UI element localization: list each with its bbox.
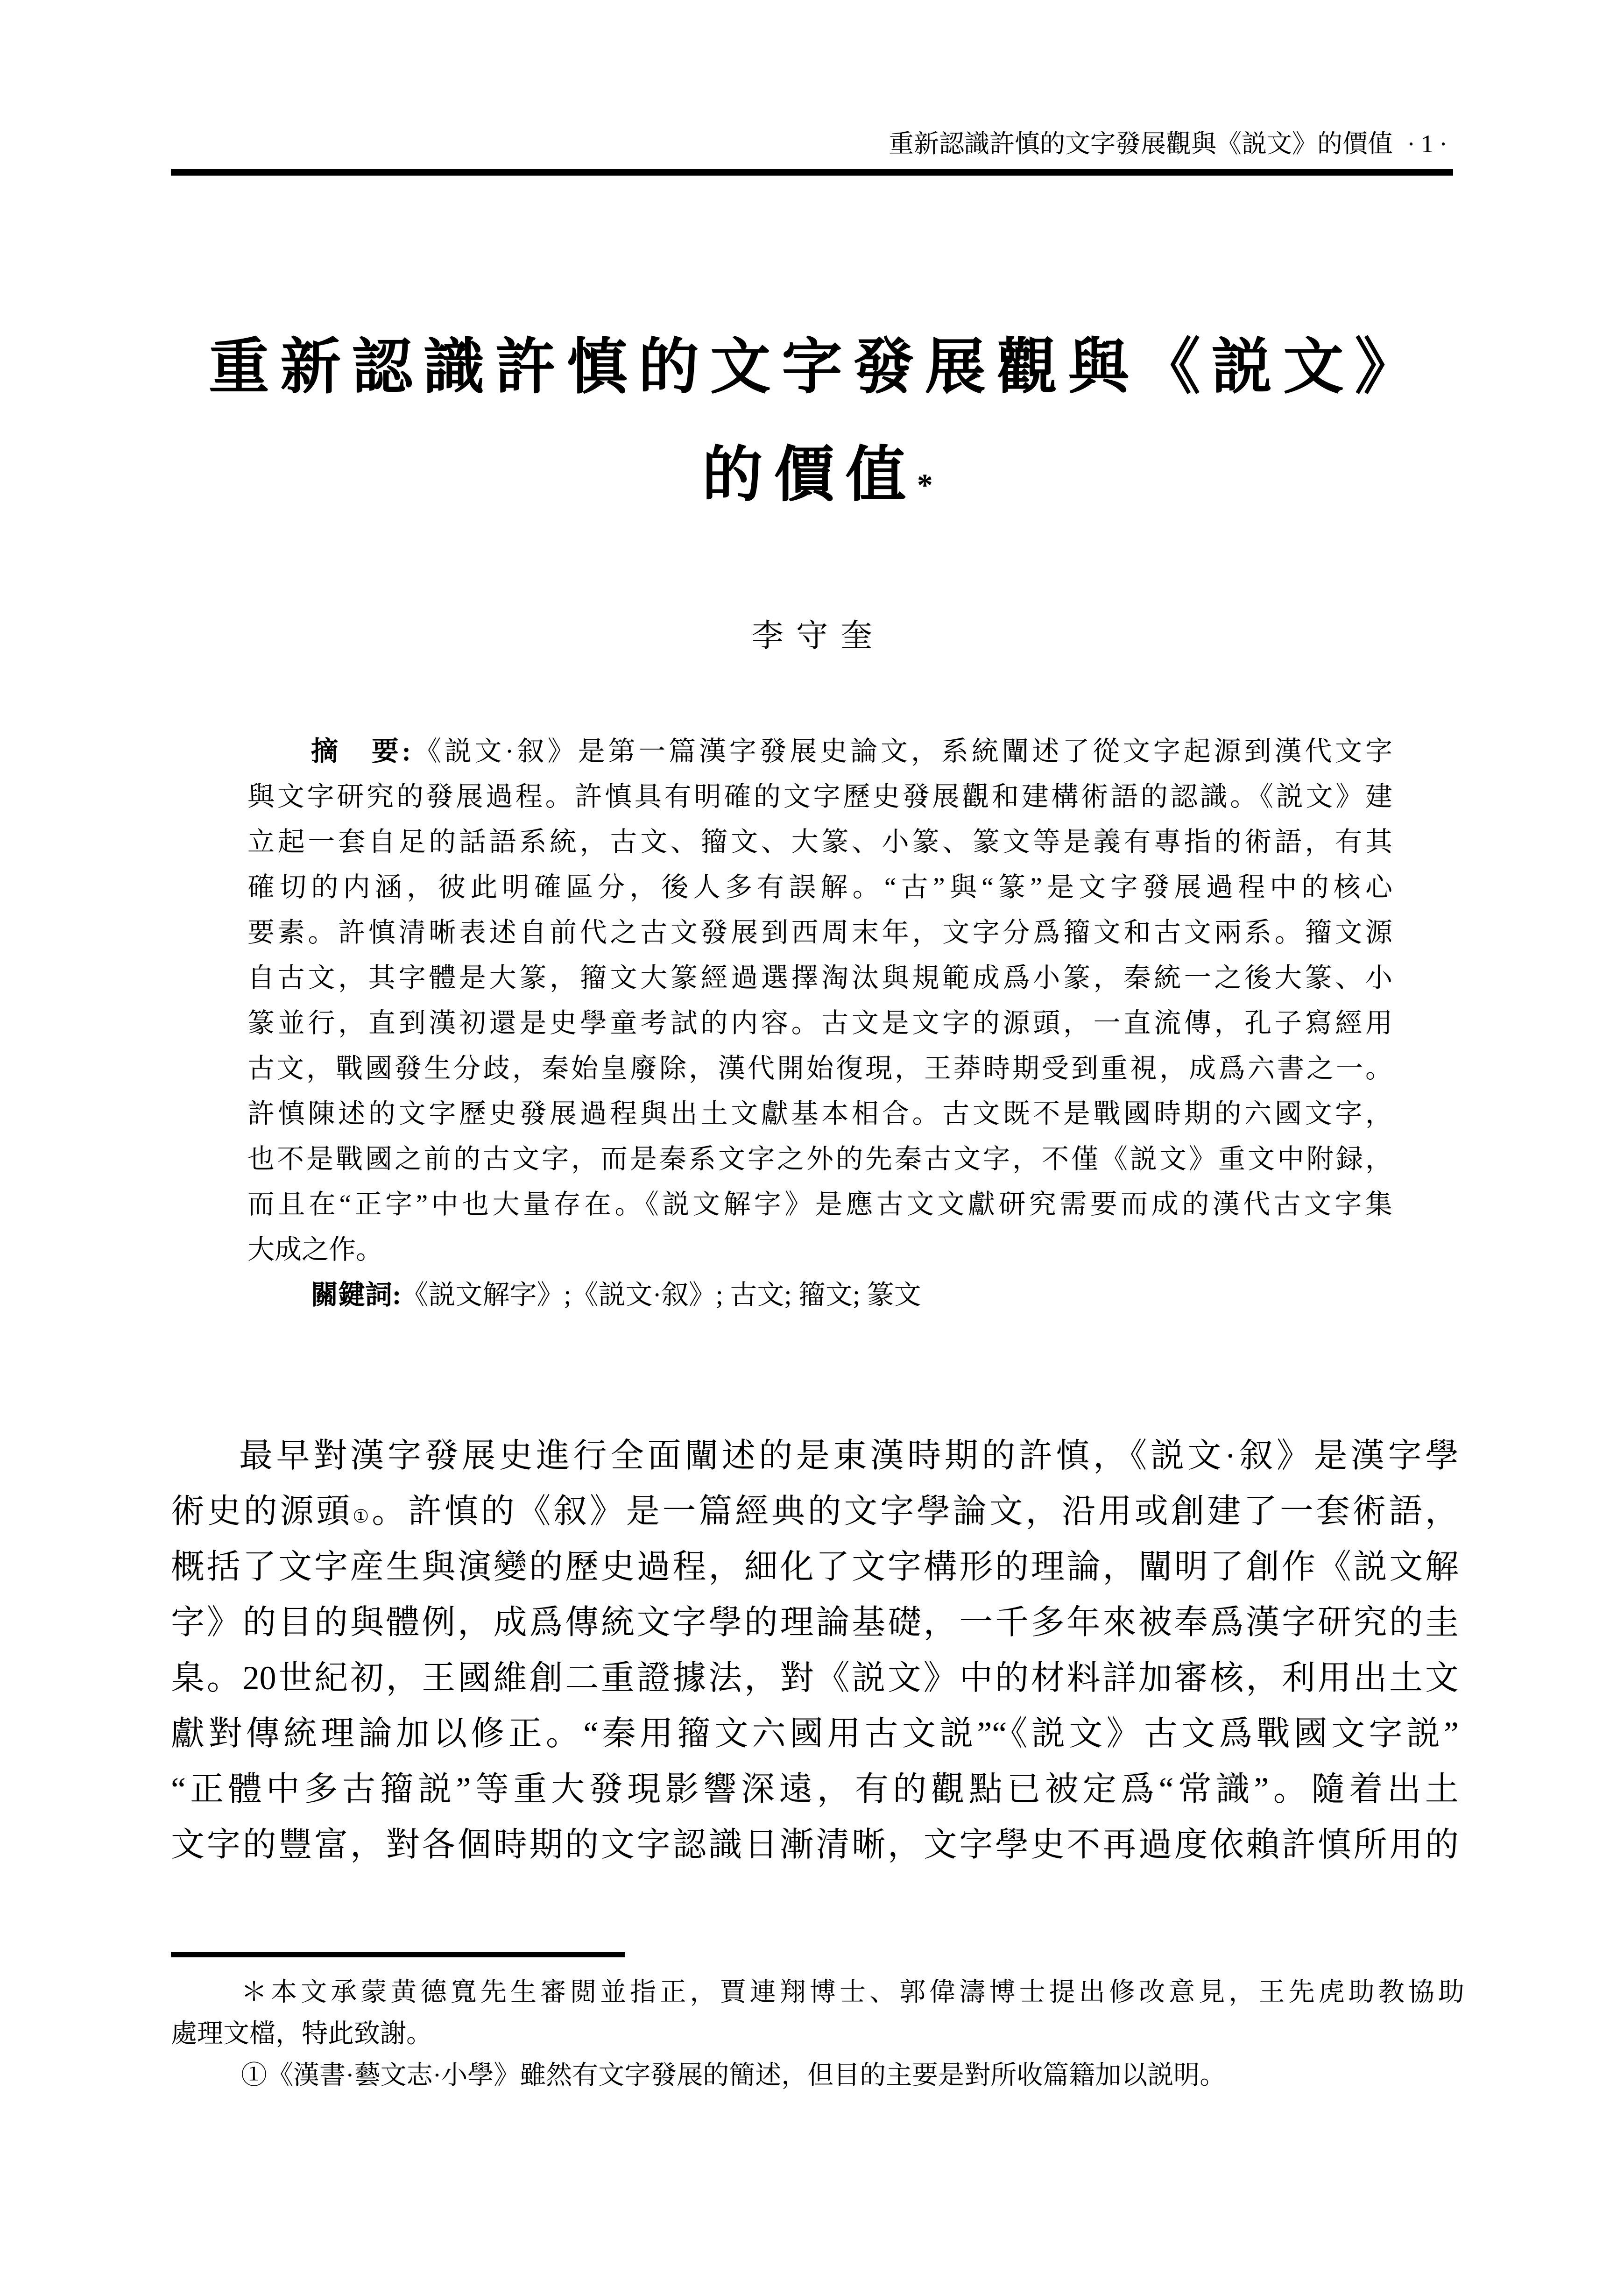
footnote-separator-rule [171, 1952, 625, 1957]
keywords-line [247, 1272, 1392, 1318]
abstract-line-4: 確切的内涵，彼此明確區分，後人多有誤解。“古”與“篆”是文字發展過程中的核心 [247, 872, 1392, 902]
keywords-text: 《説文解字》;《説文·叙》; 古文; 籀文; 篆文 [401, 1280, 921, 1310]
abstract-line-10: 也不是戰國之前的古文字，而是秦系文字之外的先秦古文字，不僅《説文》重文中附録， [247, 1144, 1392, 1174]
abstract-line-6: 自古文，其字體是大篆，籀文大篆經過選擇淘汰與規範成爲小篆，秦統一之後大篆、小 [247, 963, 1392, 993]
abstract-label: 摘 要: [311, 736, 411, 766]
footnote-star-line-1: ＊本文承蒙黄德寬先生審閲並指正，賈連翔博士、郭偉濤博士提出修改意見，王先虎助教協助 [241, 1978, 1464, 2007]
running-title: 重新認識許慎的文字發展觀與《説文》的價值 [889, 130, 1393, 158]
footnote-ref-1-marker: ① [352, 1506, 372, 1527]
abstract-section [247, 729, 1392, 1318]
footnote-1: ①《漢書·藝文志·小學》雖然有文字發展的簡述，但目的主要是對所收篇籍加以説明。 [241, 2061, 1226, 2090]
author-name: 李守奎 [751, 618, 885, 653]
abstract-line-11: 而且在“正字”中也大量存在。《説文解字》是應古文文獻研究需要而成的漢代古文字集 [247, 1189, 1392, 1219]
body-line-4: 字》的目的與體例，成爲傳統文字學的理論基礎，一千多年來被奉爲漢字研究的圭 [171, 1604, 1459, 1641]
body-line-3: 概括了文字産生與演變的歷史過程，細化了文字構形的理論，闡明了創作《説文解 [171, 1548, 1459, 1586]
article-title-line-2 [0, 422, 1624, 530]
body-line-7: “正體中多古籀説”等重大發現影響深遠，有的觀點已被定爲“常識”。隨着出土 [171, 1771, 1459, 1808]
body-line-6: 獻對傳統理論加以修正。“秦用籀文六國用古文説”“《説文》古文爲戰國文字説” [171, 1715, 1459, 1752]
abstract-line-5: 要素。許慎清晰表述自前代之古文發展到西周末年，文字分爲籀文和古文兩系。籀文源 [247, 917, 1392, 948]
body-line-8: 文字的豐富，對各個時期的文字認識日漸清晰，文字學史不再過度依賴許慎所用的 [171, 1826, 1459, 1863]
header-rule [171, 169, 1453, 176]
page-number: ·1· [1407, 130, 1453, 158]
abstract-line-7: 篆並行，直到漢初還是史學童考試的内容。古文是文字的源頭，一直流傳，孔子寫經用 [247, 1008, 1392, 1038]
footnote-star-line-2: 處理文檔，特此致謝。 [171, 2019, 432, 2048]
title-footnote-marker: * [917, 468, 933, 503]
article-title-line-2-text: 的價值 [702, 442, 917, 509]
abstract-line-12: 大成之作。 [247, 1234, 383, 1265]
article-title-line-1: 重新認識許慎的文字發展觀與《説文》 [208, 334, 1426, 401]
abstract-line-9: 許慎陳述的文字歷史發展過程與出土文獻基本相合。古文既不是戰國時期的六國文字， [247, 1098, 1392, 1129]
body-line-1: 最早對漢字發展史進行全面闡述的是東漢時期的許慎，《説文·叙》是漢字學 [239, 1437, 1459, 1474]
body-line-2-text: 術史的源頭 [171, 1493, 353, 1530]
abstract-line-2: 與文字研究的發展過程。許慎具有明確的文字歷史發展觀和建構術語的認識。《説文》建 [247, 781, 1392, 812]
keywords-label: 關鍵詞: [311, 1280, 402, 1310]
body-line-2-text-after: 。許慎的《叙》是一篇經典的文字學論文，沿用或創建了一套術語， [372, 1493, 1459, 1530]
body-line-5: 臬。20世紀初，王國維創二重證據法，對《説文》中的材料詳加審核，利用出土文 [171, 1659, 1459, 1697]
abstract-line-8: 古文，戰國發生分歧，秦始皇廢除，漢代開始復現，王莽時期受到重視，成爲六書之一。 [247, 1053, 1392, 1084]
abstract-line-1 [247, 729, 1392, 774]
body-text [171, 1428, 1459, 1873]
abstract-line-3: 立起一套自足的話語系統，古文、籀文、大篆、小篆、篆文等是義有專指的術語，有其 [247, 827, 1392, 857]
article-title [0, 314, 1624, 530]
abstract-line-1-text: 《説文·叙》是第一篇漢字發展史論文，系統闡述了從文字起源到漢代文字 [410, 736, 1392, 766]
page-header [171, 127, 1453, 161]
footnotes-section [171, 1972, 1464, 2097]
body-line-2 [171, 1484, 1459, 1539]
